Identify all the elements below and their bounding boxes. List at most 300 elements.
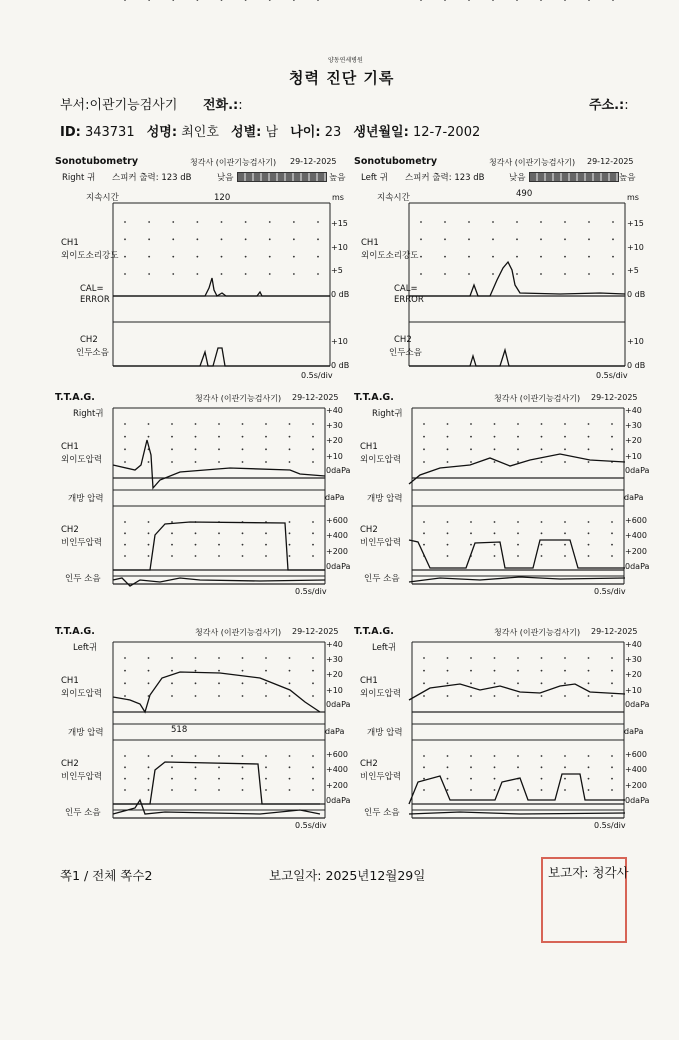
grid-dot	[612, 0, 614, 1]
grid-dot	[516, 273, 518, 275]
grid-dot	[611, 755, 613, 757]
noise-trace	[409, 577, 625, 582]
ttag-open-unit: daPa	[325, 727, 345, 736]
grid-dot	[470, 544, 472, 546]
ttag-ch1: CH1	[360, 442, 378, 452]
grid-dot	[312, 436, 314, 438]
grid-dot	[447, 778, 449, 780]
grid-dot	[494, 657, 496, 659]
grid-dot	[124, 521, 126, 523]
grid-dot	[564, 221, 566, 223]
grid-dot	[494, 461, 496, 463]
ttag-ch2-name: 비인두압력	[61, 538, 103, 548]
grid-dot	[588, 0, 590, 1]
grid-dot	[289, 423, 291, 425]
grid-dot	[171, 789, 173, 791]
grid-dot	[564, 273, 566, 275]
grid-dot	[196, 238, 198, 240]
grid-dot	[588, 461, 590, 463]
address-label: 주소.:	[589, 98, 625, 113]
ttag-noise: 인두 소음	[364, 808, 400, 818]
ch1-trace	[409, 684, 625, 700]
grid-dot	[564, 670, 566, 672]
sono-left-title: Sonotubometry	[354, 156, 438, 167]
grid-dot	[611, 695, 613, 697]
grid-dot	[494, 670, 496, 672]
grid-dot	[312, 448, 314, 450]
ttag-ch1-tick: +30	[625, 421, 642, 430]
sono-right-tick: +10	[331, 243, 348, 252]
grid-dot	[517, 766, 519, 768]
grid-dot	[444, 221, 446, 223]
sono-left-examiner: 청각사 (이관기능검사기)	[489, 158, 576, 167]
grid-dot	[171, 755, 173, 757]
grid-dot	[468, 238, 470, 240]
grid-dot	[242, 532, 244, 534]
grid-dot	[516, 256, 518, 258]
grid-dot	[124, 461, 126, 463]
grid-dot	[588, 238, 590, 240]
grid-dot	[293, 256, 295, 258]
grid-dot	[218, 682, 220, 684]
ch2-trace	[113, 522, 325, 570]
grid-dot	[540, 221, 542, 223]
grid-dot	[468, 256, 470, 258]
grid-dot	[148, 670, 150, 672]
grid-dot	[564, 544, 566, 546]
grid-dot	[541, 461, 543, 463]
grid-dot	[517, 448, 519, 450]
grid-dot	[196, 0, 198, 1]
grid-dot	[564, 256, 566, 258]
grid-dot	[564, 521, 566, 523]
sono-left-duration-label: 지속시간	[377, 193, 410, 203]
grid-dot	[242, 423, 244, 425]
age-label: 나이:	[290, 125, 321, 140]
grid-dot	[195, 448, 197, 450]
grid-dot	[221, 273, 223, 275]
grid-dot	[588, 766, 590, 768]
grid-dot	[517, 670, 519, 672]
grid-dot	[171, 532, 173, 534]
ttag-open-unit: daPa	[325, 493, 345, 502]
ttag-ch1-tick: +30	[625, 655, 642, 664]
grid-dot	[124, 544, 126, 546]
phone-label: 전화.:	[203, 98, 239, 113]
grid-dot	[242, 766, 244, 768]
grid-dot	[423, 789, 425, 791]
sono-right-date: 29-12-2025	[290, 157, 337, 166]
ch2-trace	[113, 348, 330, 366]
ttag-ch2-tick: 0daPa	[326, 796, 351, 805]
grid-dot	[289, 555, 291, 557]
grid-dot	[588, 423, 590, 425]
grid-dot	[494, 755, 496, 757]
grid-dot	[195, 670, 197, 672]
grid-dot	[423, 436, 425, 438]
grid-dot	[148, 238, 150, 240]
grid-dot	[312, 657, 314, 659]
ttag-ch2-tick: +600	[625, 750, 647, 759]
grid-dot	[312, 670, 314, 672]
grid-dot	[196, 273, 198, 275]
ttag-ch1-tick: +30	[326, 655, 343, 664]
sono-right-tick: +10	[331, 337, 348, 346]
grid-dot	[289, 448, 291, 450]
grid-dot	[195, 423, 197, 425]
ttag-timescale: 0.5s/div	[295, 821, 327, 830]
ttag-open-label: 개방 압력	[367, 494, 403, 504]
ttag-open-unit: daPa	[624, 727, 644, 736]
grid-dot	[124, 273, 126, 275]
hospital-name: 양동연세병원	[328, 57, 363, 64]
grid-dot	[517, 789, 519, 791]
grid-dot	[172, 273, 174, 275]
grid-dot	[588, 521, 590, 523]
grid-dot	[517, 521, 519, 523]
grid-dot	[148, 256, 150, 258]
grid-dot	[265, 544, 267, 546]
grid-dot	[564, 789, 566, 791]
ttag-ch2-tick: +400	[326, 765, 348, 774]
grid-dot	[312, 555, 314, 557]
grid-dot	[470, 766, 472, 768]
grid-dot	[612, 221, 614, 223]
grid-dot	[242, 555, 244, 557]
grid-dot	[447, 682, 449, 684]
grid-dot	[541, 544, 543, 546]
grid-dot	[447, 695, 449, 697]
grid-dot	[611, 657, 613, 659]
grid-dot	[494, 682, 496, 684]
grid-dot	[541, 682, 543, 684]
grid-dot	[171, 521, 173, 523]
grid-dot	[611, 670, 613, 672]
sono-right-low: 낮음	[217, 173, 234, 183]
grid-dot	[541, 755, 543, 757]
grid-dot	[289, 461, 291, 463]
grid-dot	[470, 436, 472, 438]
ttag-ch1-tick: +10	[625, 686, 642, 695]
grid-dot	[242, 657, 244, 659]
sono-left-tick: +10	[627, 337, 644, 346]
grid-dot	[492, 0, 494, 1]
ttag-ch1-tick: +10	[326, 686, 343, 695]
sono-right-duration-value: 120	[214, 193, 231, 203]
grid-dot	[195, 555, 197, 557]
grid-dot	[172, 256, 174, 258]
grid-dot	[293, 273, 295, 275]
grid-dot	[447, 461, 449, 463]
grid-dot	[423, 423, 425, 425]
grid-dot	[588, 657, 590, 659]
grid-dot	[148, 521, 150, 523]
grid-dot	[564, 436, 566, 438]
sono-left-level-meter	[529, 172, 619, 182]
grid-dot	[148, 423, 150, 425]
grid-dot	[265, 448, 267, 450]
noise-trace	[409, 812, 625, 814]
grid-dot	[444, 256, 446, 258]
sono-left-ear: Left 귀	[361, 173, 388, 183]
grid-dot	[289, 766, 291, 768]
grid-dot	[541, 766, 543, 768]
grid-dot	[423, 755, 425, 757]
grid-dot	[124, 682, 126, 684]
grid-dot	[564, 766, 566, 768]
grid-dot	[611, 778, 613, 780]
grid-dot	[289, 778, 291, 780]
grid-dot	[470, 657, 472, 659]
grid-dot	[289, 789, 291, 791]
grid-dot	[148, 766, 150, 768]
grid-dot	[564, 238, 566, 240]
sono-left-tick: 0 dB	[627, 361, 646, 370]
ttag-noise: 인두 소음	[364, 574, 400, 584]
ttag-ch1-name: 외이도압력	[360, 689, 402, 699]
grid-dot	[447, 448, 449, 450]
grid-dot	[242, 682, 244, 684]
grid-dot	[447, 755, 449, 757]
grid-dot	[564, 555, 566, 557]
grid-dot	[517, 532, 519, 534]
sono-left-duration-value: 490	[516, 189, 533, 199]
grid-dot	[195, 657, 197, 659]
grid-dot	[470, 682, 472, 684]
grid-dot	[196, 256, 198, 258]
grid-dot	[124, 657, 126, 659]
grid-dot	[447, 423, 449, 425]
grid-dot	[564, 461, 566, 463]
ttag-ch2-tick: 0daPa	[326, 562, 351, 571]
ttag-timescale: 0.5s/div	[295, 587, 327, 596]
sono-right-examiner: 청각사 (이관기능검사기)	[190, 158, 277, 167]
grid-dot	[312, 766, 314, 768]
grid-dot	[265, 423, 267, 425]
grid-dot	[423, 657, 425, 659]
sono-right-tick: +15	[331, 219, 348, 228]
grid-dot	[517, 436, 519, 438]
ttag-ear: Left귀	[73, 643, 98, 653]
ttag-ch1-tick: +10	[625, 452, 642, 461]
sono-left-ch2: CH2	[394, 335, 412, 345]
ttag-ch1-tick: +40	[625, 406, 642, 415]
grid-dot	[289, 436, 291, 438]
grid-dot	[171, 766, 173, 768]
grid-dot	[423, 448, 425, 450]
grid-dot	[588, 544, 590, 546]
grid-dot	[492, 221, 494, 223]
grid-dot	[611, 789, 613, 791]
ttag-ch1-tick: 0daPa	[625, 466, 650, 475]
grid-dot	[265, 755, 267, 757]
grid-dot	[242, 461, 244, 463]
grid-dot	[447, 670, 449, 672]
grid-dot	[612, 273, 614, 275]
grid-dot	[494, 423, 496, 425]
grid-dot	[588, 436, 590, 438]
grid-dot	[242, 670, 244, 672]
grid-dot	[289, 521, 291, 523]
grid-dot	[148, 555, 150, 557]
grid-dot	[289, 532, 291, 534]
sono-left-ch1-name: 외이도소리강도	[361, 251, 419, 261]
ttag-ch1-tick: 0daPa	[326, 700, 351, 709]
grid-dot	[423, 544, 425, 546]
page-count: 쪽1 / 전체 쪽수2	[60, 868, 153, 883]
grid-dot	[269, 256, 271, 258]
grid-dot	[148, 778, 150, 780]
grid-dot	[423, 682, 425, 684]
grid-dot	[218, 657, 220, 659]
grid-dot	[541, 695, 543, 697]
ttag-open-label: 개방 압력	[68, 494, 104, 504]
grid-dot	[148, 789, 150, 791]
grid-dot	[444, 238, 446, 240]
grid-dot	[470, 695, 472, 697]
ttag-examiner: 청각사 (이관기능검사기)	[494, 394, 581, 403]
ttag-title: T.T.A.G.	[354, 392, 394, 403]
grid-dot	[171, 436, 173, 438]
grid-dot	[195, 544, 197, 546]
grid-dot	[148, 461, 150, 463]
grid-dot	[541, 778, 543, 780]
grid-dot	[312, 461, 314, 463]
grid-dot	[564, 532, 566, 534]
grid-dot	[423, 670, 425, 672]
grid-dot	[494, 695, 496, 697]
grid-dot	[289, 544, 291, 546]
grid-dot	[242, 544, 244, 546]
grid-dot	[171, 657, 173, 659]
ttag-ear: Right귀	[73, 409, 104, 419]
ttag-ch2-tick: +200	[625, 547, 647, 556]
grid-dot	[420, 256, 422, 258]
ch2-trace	[409, 774, 625, 804]
ttag-ch2: CH2	[360, 759, 378, 769]
ttag-ch2-tick: 0daPa	[625, 562, 650, 571]
grid-dot	[265, 766, 267, 768]
sono-left-ch2-name: 인두소음	[389, 348, 422, 358]
grid-dot	[148, 755, 150, 757]
ttag-ch1-tick: +20	[326, 436, 343, 445]
sono-right-speaker: 스피커 출력: 123 dB	[112, 173, 192, 183]
dob-label: 생년월일:	[353, 125, 409, 140]
grid-dot	[420, 238, 422, 240]
grid-dot	[423, 521, 425, 523]
grid-dot	[195, 682, 197, 684]
grid-dot	[172, 238, 174, 240]
grid-dot	[289, 755, 291, 757]
sono-left-error: ERROR	[394, 295, 424, 305]
grid-dot	[541, 521, 543, 523]
sono-right-tick: +5	[331, 266, 343, 275]
ttag-ch1-name: 외이도압력	[61, 689, 103, 699]
grid-dot	[245, 0, 247, 1]
grid-dot	[517, 755, 519, 757]
grid-dot	[540, 256, 542, 258]
grid-dot	[242, 695, 244, 697]
grid-dot	[420, 0, 422, 1]
ttag-ch2-name: 비인두압력	[360, 772, 402, 782]
grid-dot	[447, 657, 449, 659]
grid-dot	[148, 0, 150, 1]
grid-dot	[612, 256, 614, 258]
ttag-ch1-name: 외이도압력	[61, 455, 103, 465]
ttag-title: T.T.A.G.	[55, 626, 95, 637]
grid-dot	[265, 789, 267, 791]
grid-dot	[171, 682, 173, 684]
sono-left-ms: ms	[627, 193, 639, 202]
grid-dot	[171, 423, 173, 425]
grid-dot	[124, 532, 126, 534]
grid-dot	[124, 0, 126, 1]
grid-dot	[218, 423, 220, 425]
grid-dot	[588, 221, 590, 223]
sono-right-ch2-name: 인두소음	[76, 348, 109, 358]
sono-left-cal: CAL=	[394, 284, 418, 294]
grid-dot	[218, 778, 220, 780]
grid-dot	[494, 789, 496, 791]
grid-dot	[540, 273, 542, 275]
sono-left-speaker: 스피커 출력: 123 dB	[405, 173, 485, 183]
grid-dot	[423, 778, 425, 780]
ttag-date: 29-12-2025	[292, 627, 339, 636]
grid-dot	[517, 544, 519, 546]
grid-dot	[195, 789, 197, 791]
grid-dot	[195, 695, 197, 697]
ttag-open-label: 개방 압력	[367, 728, 403, 738]
grid-dot	[564, 695, 566, 697]
grid-dot	[312, 778, 314, 780]
grid-dot	[148, 657, 150, 659]
sono-left-low: 낮음	[509, 173, 526, 183]
grid-dot	[312, 521, 314, 523]
grid-dot	[541, 555, 543, 557]
sono-left-date: 29-12-2025	[587, 157, 634, 166]
grid-dot	[611, 423, 613, 425]
grid-dot	[492, 256, 494, 258]
grid-dot	[124, 423, 126, 425]
name-value: 최인호	[181, 125, 219, 140]
ttag-ear: Right귀	[372, 409, 403, 419]
grid-dot	[317, 221, 319, 223]
sono-right-level-meter	[237, 172, 327, 182]
grid-dot	[124, 755, 126, 757]
sono-right-ch2: CH2	[80, 335, 98, 345]
ttag-ch2: CH2	[360, 525, 378, 535]
grid-dot	[265, 778, 267, 780]
grid-dot	[317, 238, 319, 240]
sono-right-title: Sonotubometry	[55, 156, 139, 167]
name-label: 성명:	[146, 125, 178, 140]
grid-dot	[265, 436, 267, 438]
dob-value: 12-7-2002	[412, 125, 481, 140]
ttag-title: T.T.A.G.	[354, 626, 394, 637]
ttag-ch2-tick: +200	[625, 781, 647, 790]
grid-dot	[540, 238, 542, 240]
grid-dot	[541, 448, 543, 450]
grid-dot	[171, 461, 173, 463]
ttag-ch2-tick: +600	[625, 516, 647, 525]
grid-dot	[218, 461, 220, 463]
ttag-ch1: CH1	[360, 676, 378, 686]
grid-dot	[494, 544, 496, 546]
ttag-title: T.T.A.G.	[55, 392, 95, 403]
grid-dot	[265, 695, 267, 697]
ttag-ch1-tick: +40	[625, 640, 642, 649]
grid-dot	[470, 789, 472, 791]
